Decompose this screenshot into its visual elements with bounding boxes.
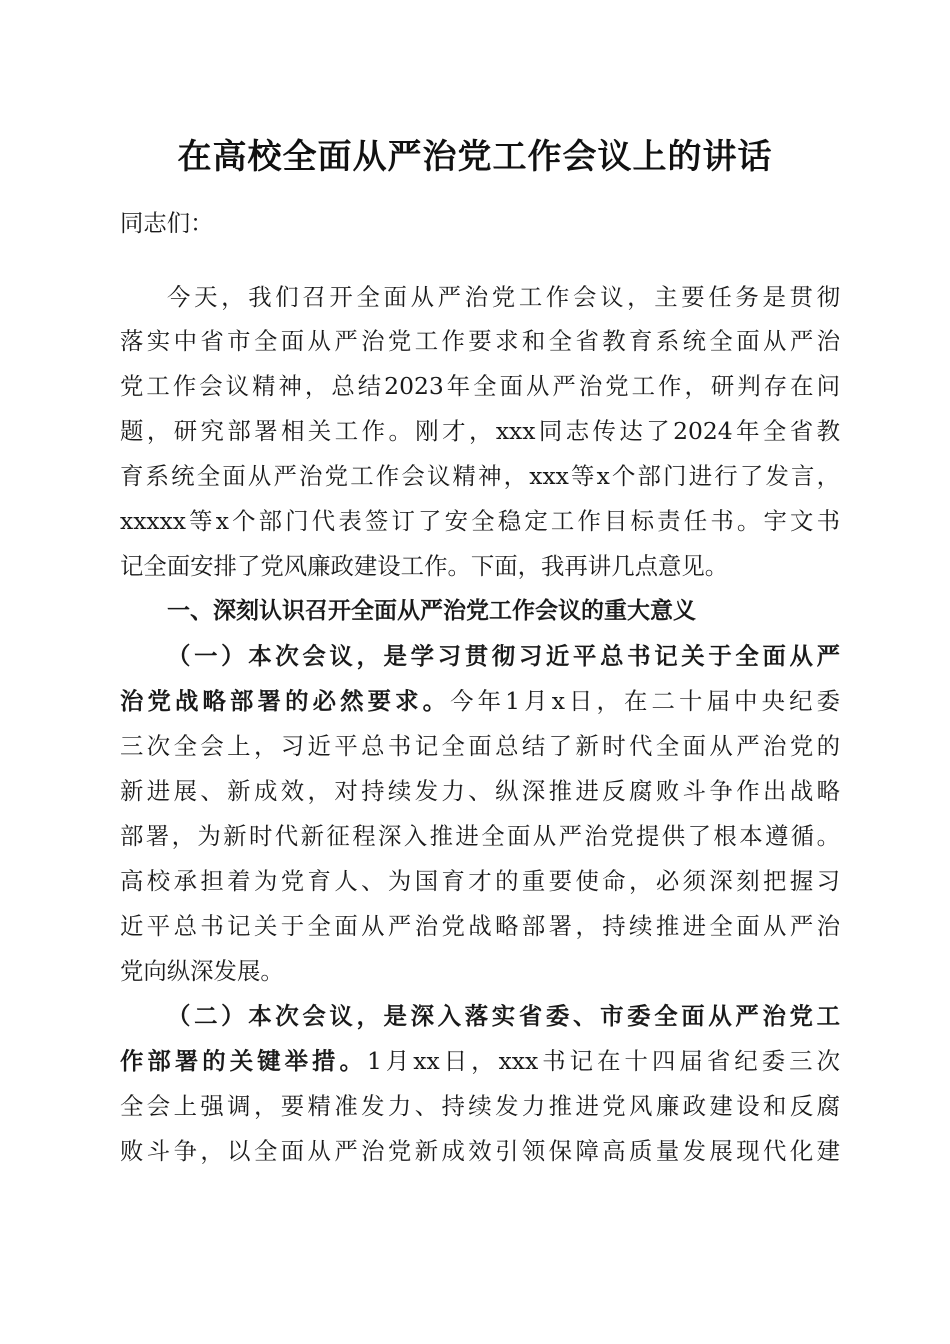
body-line: 题，研究部署相关工作。刚才，xxx同志传达了2024年全省教 (120, 417, 840, 445)
document-title: 在高校全面从严治党工作会议上的讲话 (177, 137, 773, 177)
subsection-lead-line: （二）本次会议，是深入落实省委、市委全面从严治党工 (167, 1002, 840, 1030)
body-line: 近平总书记关于全面从严治党战略部署，持续推进全面从严治 (120, 912, 840, 940)
body-line: 高校承担着为党育人、为国育才的重要使命，必须深刻把握习 (120, 867, 840, 895)
body-line: 三次全会上，习近平总书记全面总结了新时代全面从严治党的 (120, 732, 840, 760)
salutation: 同志们： (120, 209, 214, 237)
body-line: 党向纵深发展。 (120, 957, 284, 985)
body-text-run: 1月xx日，xxx书记在十四届省纪委三次 (366, 1047, 840, 1075)
body-line: xxxxx等x个部门代表签订了安全稳定工作目标责任书。宇文书 (120, 507, 840, 535)
subsection-lead-end: 治党战略部署的必然要求。 (120, 687, 451, 715)
body-line: 今天，我们召开全面从严治党工作会议，主要任务是贯彻 (167, 283, 840, 311)
body-line: 落实中省市全面从严治党工作要求和全省教育系统全面从严治 (120, 327, 840, 355)
body-line: 败斗争，以全面从严治党新成效引领保障高质量发展现代化建 (120, 1137, 840, 1165)
body-line: 部署，为新时代新征程深入推进全面从严治党提供了根本遵循。 (120, 822, 840, 850)
body-line: 新进展、新成效，对持续发力、纵深推进反腐败斗争作出战略 (120, 777, 840, 805)
body-line: 育系统全面从严治党工作会议精神，xxx等x个部门进行了发言， (120, 462, 840, 490)
section-heading: 一、深刻认识召开全面从严治党工作会议的重大意义 (167, 598, 696, 624)
body-line: 党工作会议精神，总结2023年全面从严治党工作，研判存在问 (120, 372, 840, 400)
body-line: 全会上强调，要精准发力、持续发力推进党风廉政建设和反腐 (120, 1092, 840, 1120)
body-line-mixed (120, 1040, 840, 1082)
subsection-lead-line: （一）本次会议，是学习贯彻习近平总书记关于全面从严 (167, 642, 840, 670)
body-line: 记全面安排了党风廉政建设工作。下面，我再讲几点意见。 (120, 552, 729, 580)
subsection-lead-end: 作部署的关键举措。 (120, 1047, 367, 1075)
body-line-mixed (120, 680, 840, 722)
body-text-run: 今年1月x日，在二十届中央纪委 (450, 687, 841, 715)
